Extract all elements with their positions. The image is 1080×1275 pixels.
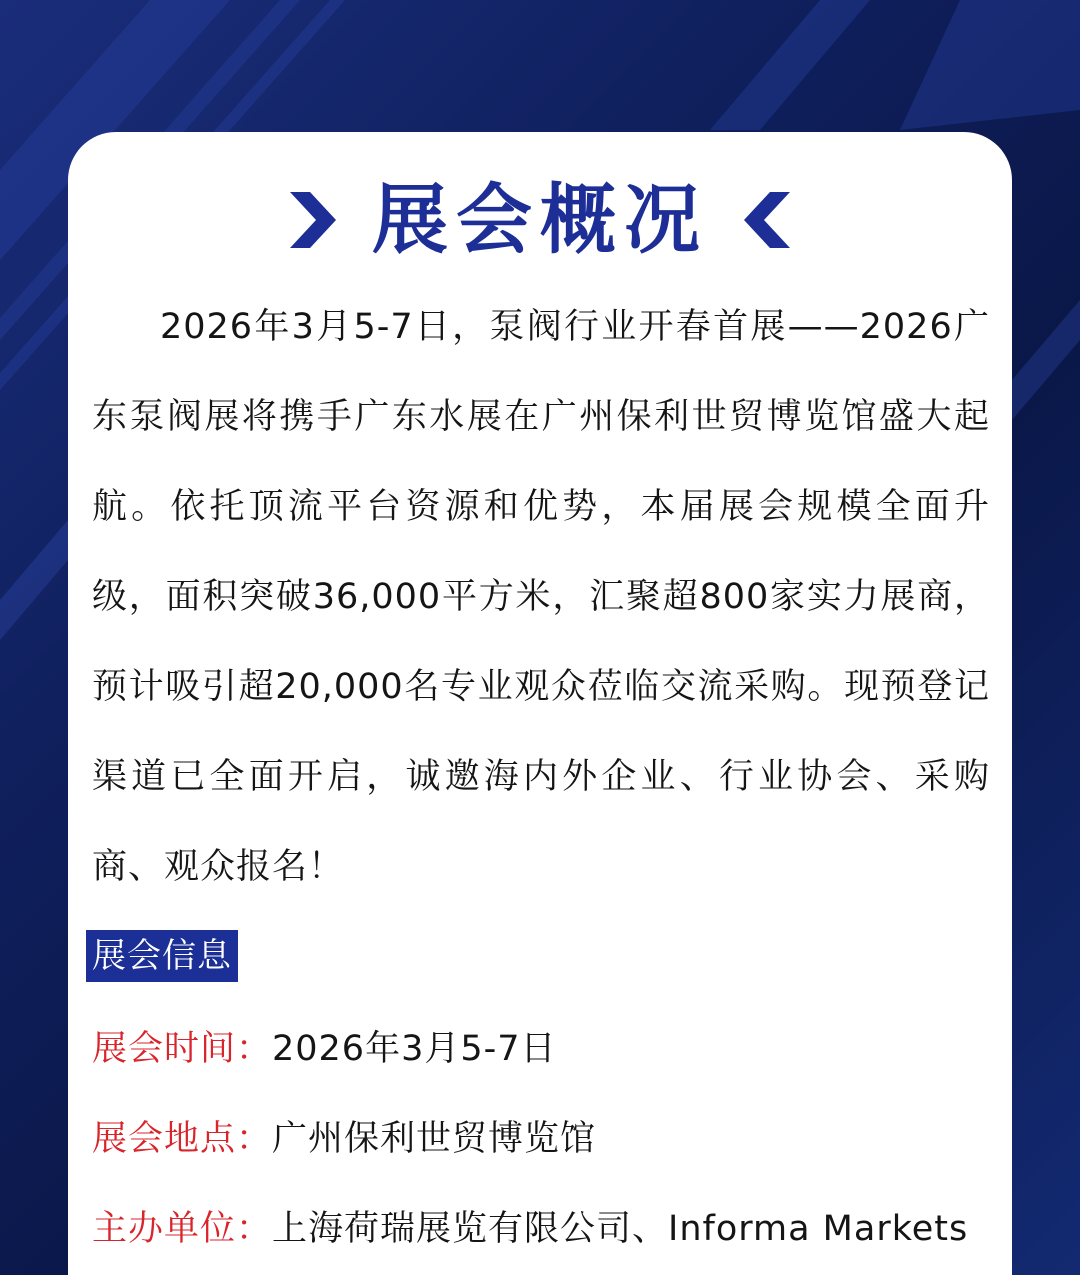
chevron-right-icon <box>288 188 338 252</box>
section-label-exhibition-info: 展会信息 <box>86 930 238 982</box>
info-key-date: 展会时间： <box>92 1029 273 1069</box>
info-row-venue <box>92 1106 1002 1166</box>
info-row-date <box>92 1016 1002 1076</box>
title-row <box>0 172 1080 268</box>
info-value-venue: 广州保利世贸博览馆 <box>272 1119 597 1159</box>
chevron-left-icon <box>742 188 792 252</box>
info-row-organizer <box>92 1196 1002 1256</box>
intro-paragraph: 2026年3月5-7日，泵阀行业开春首展——2026广东泵阀展将携手广东水展在广州保利世贸博览馆盛大起航。依托顶流平台资源和优势，本届展会规模全面升级，面积突破36,000平方米，汇聚超800家实力展商，预计吸引超20,000名专业观众莅临交流采购。现预登记渠道已全面开启，诚邀海内外企业、行业协会、采购商、观众报名！ <box>92 307 990 887</box>
info-value-date: 2026年3月5-7日 <box>272 1029 557 1069</box>
page-title: 展会概况 <box>372 175 708 264</box>
info-key-organizer: 主办单位： <box>92 1209 273 1249</box>
info-value-organizer: 上海荷瑞展览有限公司、Informa Markets <box>272 1209 969 1249</box>
info-key-venue: 展会地点： <box>92 1119 273 1159</box>
